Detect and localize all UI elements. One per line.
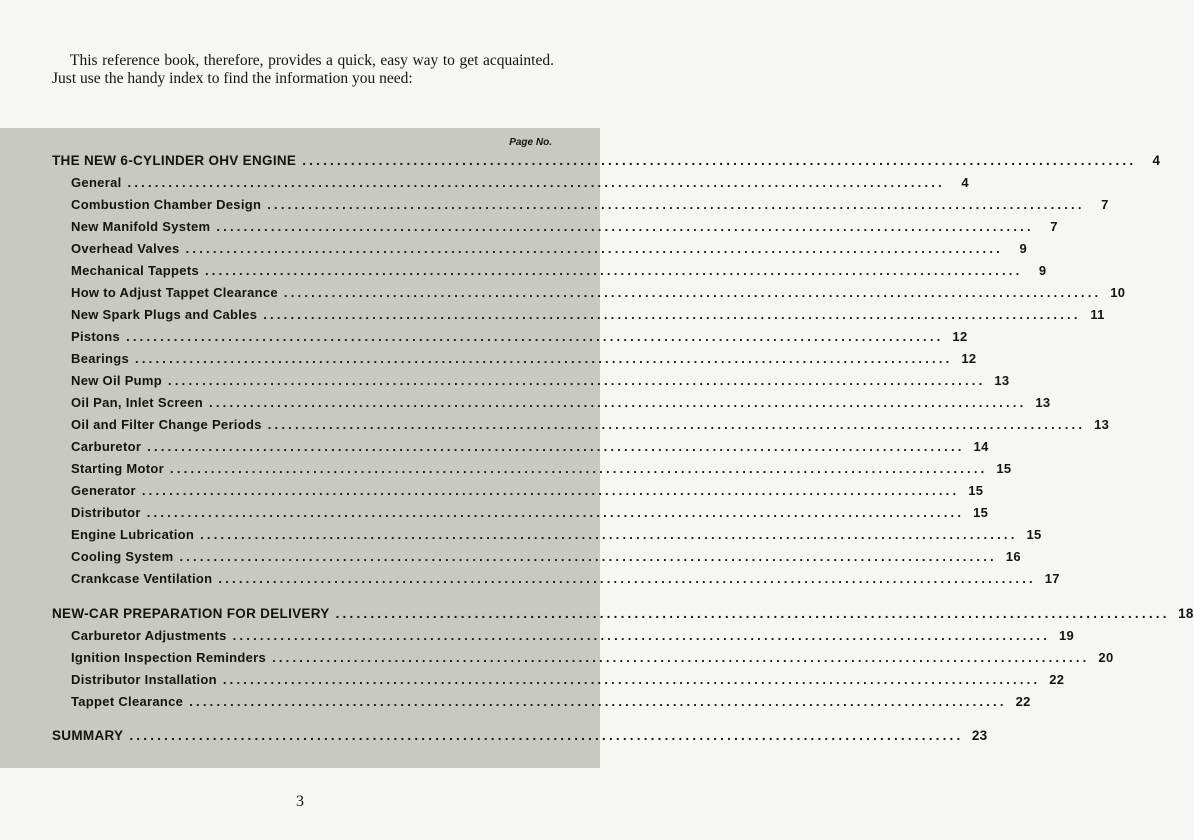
toc-page-number: 12 — [952, 329, 968, 344]
section-spacer — [52, 713, 552, 725]
dot-leader: ........................................................................................................................ — [147, 439, 965, 454]
toc-item — [52, 436, 989, 458]
toc-page-number: 13 — [1035, 395, 1051, 410]
toc-item-title: Mechanical Tappets — [71, 263, 199, 278]
toc-page-number: 7 — [1050, 219, 1058, 234]
toc-page-number: 17 — [1044, 571, 1060, 586]
toc-item — [52, 691, 1031, 713]
toc-item — [52, 414, 1110, 436]
toc-item-title: Carburetor — [71, 439, 142, 454]
toc-page-number: 15 — [1026, 527, 1042, 542]
toc-item-title: Crankcase Ventilation — [71, 571, 213, 586]
dot-leader: ........................................................................................................................ — [126, 329, 944, 344]
dot-leader: ........................................................................................................................ — [146, 505, 965, 520]
toc-item-title: General — [71, 175, 122, 190]
dot-leader: ........................................................................................................................ — [222, 672, 1041, 687]
dot-leader: ........................................................................................................................ — [267, 417, 1086, 432]
dot-leader: ........................................................................................................................ — [189, 694, 1007, 709]
dot-leader: ........................................................................................................................ — [127, 175, 945, 190]
dot-leader: ........................................................................................................................ — [135, 351, 953, 366]
page-number: 3 — [296, 793, 304, 810]
toc-page-number: 14 — [973, 439, 989, 454]
toc-item-title: Tappet Clearance — [71, 694, 184, 709]
toc-page-number: 12 — [961, 351, 977, 366]
section-spacer — [52, 590, 552, 603]
toc-page-number: 7 — [1101, 197, 1109, 212]
dot-leader: ........................................................................................................................ — [129, 728, 964, 743]
toc-page-number: 20 — [1098, 650, 1114, 665]
dot-leader: ........................................................................................................................ — [218, 571, 1036, 586]
toc-item-title: Oil and Filter Change Periods — [71, 417, 262, 432]
toc-item-title: New Oil Pump — [71, 373, 163, 388]
toc-item — [52, 392, 1051, 414]
dot-leader: ........................................................................................................................ — [216, 219, 1034, 234]
dot-leader: ........................................................................................................................ — [200, 527, 1018, 542]
dot-leader: ........................................................................................................................ — [283, 285, 1102, 300]
toc-item — [52, 326, 968, 348]
toc-page-number: 18 — [1178, 606, 1194, 621]
toc-page-number: 15 — [973, 505, 989, 520]
toc-section-title: THE NEW 6-CYLINDER OHV ENGINE — [52, 153, 297, 168]
toc-page-number: 13 — [1094, 417, 1110, 432]
toc-page-number: 22 — [1015, 694, 1031, 709]
dot-leader: ........................................................................................................................ — [170, 461, 988, 476]
toc-item-title: Carburetor Adjustments — [71, 628, 227, 643]
toc-item — [52, 172, 969, 194]
toc-item-title: Ignition Inspection Reminders — [71, 650, 267, 665]
toc-item — [52, 647, 1114, 669]
table-of-contents — [52, 136, 1194, 747]
toc-item-title: Distributor Installation — [71, 672, 217, 687]
toc-page-number: 10 — [1110, 285, 1126, 300]
toc-item — [52, 370, 1010, 392]
toc-page-number: 9 — [1019, 241, 1027, 256]
toc-items-delivery — [52, 625, 1114, 713]
toc-section-summary — [52, 725, 988, 747]
toc-items-engine — [52, 172, 1126, 590]
toc-item — [52, 304, 1105, 326]
toc-item — [52, 625, 1075, 647]
toc-item — [52, 568, 1060, 590]
dot-leader: ........................................................................................................................ — [204, 263, 1023, 278]
toc-item-title: Overhead Valves — [71, 241, 180, 256]
dot-leader: ........................................................................................................................ — [335, 606, 1170, 621]
toc-item-title: Bearings — [71, 351, 130, 366]
toc-item-title: Combustion Chamber Design — [71, 197, 262, 212]
toc-page-number: 23 — [971, 728, 988, 743]
toc-item-title: New Manifold System — [71, 219, 211, 234]
page-number-column-header: Page No. — [509, 137, 552, 148]
toc-item — [52, 348, 977, 370]
toc-page-number: 4 — [961, 175, 969, 190]
toc-page-number: 4 — [1152, 153, 1161, 168]
toc-item — [52, 458, 1012, 480]
toc-item — [52, 546, 1021, 568]
toc-item — [52, 194, 1109, 216]
toc-item-title: Generator — [71, 483, 136, 498]
dot-leader: ........................................................................................................................ — [209, 395, 1027, 410]
toc-item-title: Starting Motor — [71, 461, 165, 476]
toc-page-number: 15 — [968, 483, 984, 498]
toc-page-number: 15 — [996, 461, 1012, 476]
toc-item-title: Distributor — [71, 505, 141, 520]
toc-section-title: NEW-CAR PREPARATION FOR DELIVERY — [52, 606, 330, 621]
toc-item-title: How to Adjust Tappet Clearance — [71, 285, 278, 300]
dot-leader: ........................................................................................................................ — [302, 153, 1137, 168]
dot-leader: ........................................................................................................................ — [179, 549, 997, 564]
toc-item — [52, 480, 984, 502]
toc-section-delivery — [52, 603, 1194, 625]
dot-leader: ........................................................................................................................ — [263, 307, 1081, 322]
dot-leader: ........................................................................................................................ — [267, 197, 1085, 212]
toc-page-number: 11 — [1090, 307, 1105, 322]
dot-leader: ........................................................................................................................ — [168, 373, 986, 388]
toc-page-number: 9 — [1038, 263, 1047, 278]
toc-item-title: New Spark Plugs and Cables — [71, 307, 258, 322]
toc-item-title: Cooling System — [71, 549, 174, 564]
dot-leader: ........................................................................................................................ — [272, 650, 1090, 665]
toc-item — [52, 260, 1047, 282]
toc-item-title: Oil Pan, Inlet Screen — [71, 395, 204, 410]
toc-item — [52, 282, 1126, 304]
toc-section-title: SUMMARY — [52, 728, 124, 743]
toc-page-number: 16 — [1005, 549, 1021, 564]
toc-page-number: 22 — [1049, 672, 1065, 687]
toc-item — [52, 502, 989, 524]
toc-page-number: 19 — [1059, 628, 1075, 643]
intro-paragraph: This reference book, therefore, provides a quick, easy way to get acquainted. Just use the handy index to find the information you need: — [52, 52, 554, 87]
toc-item — [52, 238, 1027, 260]
toc-item-title: Pistons — [71, 329, 121, 344]
dot-leader: ........................................................................................................................ — [185, 241, 1003, 256]
dot-leader: ........................................................................................................................ — [141, 483, 960, 498]
toc-item — [52, 216, 1058, 238]
toc-item — [52, 669, 1065, 691]
dot-leader: ........................................................................................................................ — [232, 628, 1051, 643]
toc-item-title: Engine Lubrication — [71, 527, 195, 542]
toc-page-number: 13 — [994, 373, 1010, 388]
toc-section-engine — [52, 150, 1161, 172]
toc-item — [52, 524, 1042, 546]
